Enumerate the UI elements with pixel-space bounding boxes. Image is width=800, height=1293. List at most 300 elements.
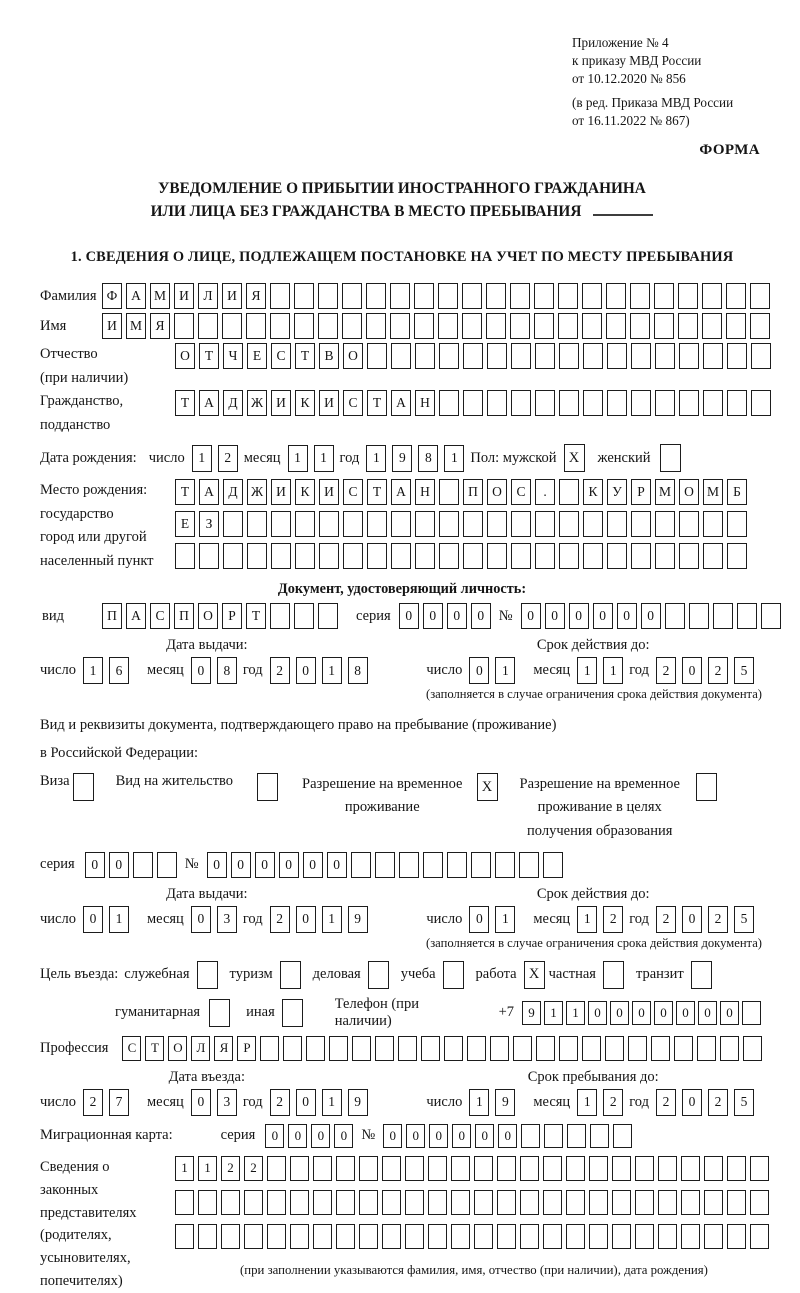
char-cell[interactable] — [665, 603, 685, 629]
char-cell[interactable]: 2 — [708, 1089, 728, 1116]
char-cell[interactable] — [471, 852, 491, 878]
char-cell[interactable]: 1 — [109, 906, 129, 933]
char-cell[interactable] — [382, 1224, 401, 1249]
char-cell[interactable]: 9 — [348, 1089, 368, 1116]
char-cell[interactable] — [463, 511, 483, 537]
char-cell[interactable]: 3 — [217, 906, 237, 933]
char-cell[interactable] — [497, 1156, 516, 1181]
char-cell[interactable]: 0 — [632, 1001, 651, 1025]
char-cell[interactable] — [221, 1190, 240, 1215]
char-cell[interactable] — [583, 390, 603, 416]
char-cell[interactable] — [520, 1224, 539, 1249]
char-cell[interactable] — [428, 1190, 447, 1215]
char-cell[interactable]: 0 — [255, 852, 275, 878]
char-cell[interactable]: 0 — [720, 1001, 739, 1025]
char-cell[interactable] — [319, 511, 339, 537]
char-cell[interactable] — [703, 511, 723, 537]
char-cell[interactable] — [451, 1190, 470, 1215]
char-cell[interactable] — [375, 1036, 394, 1061]
char-cell[interactable]: М — [150, 283, 170, 309]
char-cell[interactable] — [451, 1156, 470, 1181]
char-cell[interactable]: П — [463, 479, 483, 505]
purpose-study-checkbox[interactable] — [443, 961, 464, 989]
char-cell[interactable] — [582, 1036, 601, 1061]
char-cell[interactable]: 7 — [109, 1089, 129, 1116]
char-cell[interactable] — [511, 343, 531, 369]
char-cell[interactable]: И — [319, 479, 339, 505]
char-cell[interactable] — [359, 1190, 378, 1215]
char-cell[interactable]: 9 — [522, 1001, 541, 1025]
char-cell[interactable] — [631, 390, 651, 416]
char-cell[interactable]: 0 — [231, 852, 251, 878]
char-cell[interactable]: Т — [145, 1036, 164, 1061]
char-cell[interactable]: К — [295, 479, 315, 505]
char-cell[interactable]: О — [198, 603, 218, 629]
char-cell[interactable] — [750, 283, 770, 309]
char-cell[interactable]: 0 — [447, 603, 467, 629]
char-cell[interactable] — [635, 1190, 654, 1215]
char-cell[interactable] — [382, 1190, 401, 1215]
char-cell[interactable]: 0 — [265, 1124, 284, 1148]
char-cell[interactable] — [462, 313, 482, 339]
char-cell[interactable] — [439, 343, 459, 369]
char-cell[interactable] — [367, 511, 387, 537]
char-cell[interactable] — [199, 543, 219, 569]
char-cell[interactable]: 2 — [83, 1089, 103, 1116]
char-cell[interactable]: 0 — [311, 1124, 330, 1148]
char-cell[interactable] — [536, 1036, 555, 1061]
char-cell[interactable]: 0 — [423, 603, 443, 629]
char-cell[interactable]: Д — [223, 390, 243, 416]
char-cell[interactable] — [313, 1190, 332, 1215]
char-cell[interactable] — [359, 1224, 378, 1249]
purpose-work-checkbox[interactable]: X — [524, 961, 545, 989]
char-cell[interactable] — [267, 1190, 286, 1215]
char-cell[interactable] — [703, 343, 723, 369]
char-cell[interactable] — [520, 1190, 539, 1215]
char-cell[interactable] — [559, 343, 579, 369]
char-cell[interactable] — [607, 343, 627, 369]
char-cell[interactable] — [487, 543, 507, 569]
char-cell[interactable]: 9 — [392, 445, 412, 472]
char-cell[interactable]: 1 — [577, 657, 597, 684]
char-cell[interactable] — [375, 852, 395, 878]
char-cell[interactable] — [534, 313, 554, 339]
char-cell[interactable] — [750, 1156, 769, 1181]
char-cell[interactable] — [511, 511, 531, 537]
char-cell[interactable] — [543, 1224, 562, 1249]
char-cell[interactable] — [558, 313, 578, 339]
char-cell[interactable] — [589, 1156, 608, 1181]
char-cell[interactable] — [727, 343, 747, 369]
char-cell[interactable] — [606, 313, 626, 339]
char-cell[interactable] — [391, 511, 411, 537]
char-cell[interactable] — [630, 313, 650, 339]
char-cell[interactable] — [428, 1224, 447, 1249]
char-cell[interactable] — [635, 1224, 654, 1249]
char-cell[interactable]: Я — [214, 1036, 233, 1061]
char-cell[interactable]: 2 — [603, 1089, 623, 1116]
char-cell[interactable] — [487, 511, 507, 537]
char-cell[interactable] — [423, 852, 443, 878]
char-cell[interactable]: 0 — [475, 1124, 494, 1148]
char-cell[interactable]: Ж — [247, 390, 267, 416]
char-cell[interactable] — [742, 1001, 761, 1025]
char-cell[interactable] — [391, 543, 411, 569]
char-cell[interactable]: 0 — [469, 906, 489, 933]
char-cell[interactable] — [566, 1224, 585, 1249]
char-cell[interactable]: А — [199, 390, 219, 416]
char-cell[interactable] — [467, 1036, 486, 1061]
char-cell[interactable] — [246, 313, 266, 339]
char-cell[interactable] — [267, 1156, 286, 1181]
char-cell[interactable] — [535, 390, 555, 416]
char-cell[interactable] — [444, 1036, 463, 1061]
char-cell[interactable] — [318, 283, 338, 309]
char-cell[interactable] — [439, 390, 459, 416]
char-cell[interactable]: 2 — [218, 445, 238, 472]
char-cell[interactable]: А — [391, 479, 411, 505]
char-cell[interactable]: Ф — [102, 283, 122, 309]
char-cell[interactable] — [543, 852, 563, 878]
char-cell[interactable] — [336, 1224, 355, 1249]
char-cell[interactable] — [271, 511, 291, 537]
char-cell[interactable] — [267, 1224, 286, 1249]
char-cell[interactable]: И — [271, 479, 291, 505]
char-cell[interactable]: 1 — [544, 1001, 563, 1025]
char-cell[interactable]: 0 — [109, 852, 129, 878]
char-cell[interactable] — [751, 390, 771, 416]
char-cell[interactable] — [727, 511, 747, 537]
char-cell[interactable]: 1 — [469, 1089, 489, 1116]
char-cell[interactable]: 0 — [682, 906, 702, 933]
purpose-other-checkbox[interactable] — [282, 999, 303, 1027]
char-cell[interactable] — [398, 1036, 417, 1061]
char-cell[interactable]: Я — [150, 313, 170, 339]
char-cell[interactable] — [631, 511, 651, 537]
char-cell[interactable]: 1 — [577, 1089, 597, 1116]
char-cell[interactable] — [559, 511, 579, 537]
char-cell[interactable] — [726, 283, 746, 309]
char-cell[interactable] — [582, 283, 602, 309]
char-cell[interactable]: 0 — [682, 1089, 702, 1116]
char-cell[interactable]: Т — [367, 390, 387, 416]
char-cell[interactable]: 8 — [348, 657, 368, 684]
char-cell[interactable]: 0 — [471, 603, 491, 629]
char-cell[interactable] — [486, 283, 506, 309]
char-cell[interactable]: 2 — [270, 1089, 290, 1116]
char-cell[interactable] — [703, 543, 723, 569]
char-cell[interactable]: . — [535, 479, 555, 505]
char-cell[interactable] — [559, 1036, 578, 1061]
char-cell[interactable]: 0 — [334, 1124, 353, 1148]
char-cell[interactable] — [737, 603, 757, 629]
char-cell[interactable] — [511, 390, 531, 416]
char-cell[interactable] — [727, 1156, 746, 1181]
char-cell[interactable]: 5 — [734, 657, 754, 684]
char-cell[interactable] — [679, 343, 699, 369]
char-cell[interactable] — [589, 1224, 608, 1249]
char-cell[interactable]: Е — [175, 511, 195, 537]
char-cell[interactable] — [294, 603, 314, 629]
char-cell[interactable] — [198, 1224, 217, 1249]
char-cell[interactable] — [451, 1224, 470, 1249]
char-cell[interactable] — [727, 390, 747, 416]
char-cell[interactable]: Е — [247, 343, 267, 369]
char-cell[interactable] — [474, 1156, 493, 1181]
char-cell[interactable] — [414, 283, 434, 309]
char-cell[interactable] — [750, 1190, 769, 1215]
char-cell[interactable] — [329, 1036, 348, 1061]
char-cell[interactable]: 1 — [495, 657, 515, 684]
char-cell[interactable] — [658, 1224, 677, 1249]
char-cell[interactable] — [606, 283, 626, 309]
char-cell[interactable]: 0 — [406, 1124, 425, 1148]
char-cell[interactable] — [658, 1156, 677, 1181]
char-cell[interactable] — [582, 313, 602, 339]
char-cell[interactable] — [270, 603, 290, 629]
char-cell[interactable] — [519, 852, 539, 878]
char-cell[interactable]: 9 — [348, 906, 368, 933]
char-cell[interactable]: 0 — [296, 657, 316, 684]
purpose-private-checkbox[interactable] — [603, 961, 624, 989]
char-cell[interactable]: Р — [237, 1036, 256, 1061]
char-cell[interactable]: А — [126, 283, 146, 309]
char-cell[interactable]: 1 — [192, 445, 212, 472]
char-cell[interactable] — [497, 1224, 516, 1249]
char-cell[interactable] — [221, 1224, 240, 1249]
char-cell[interactable]: М — [655, 479, 675, 505]
char-cell[interactable]: И — [222, 283, 242, 309]
char-cell[interactable] — [697, 1036, 716, 1061]
char-cell[interactable]: 1 — [83, 657, 103, 684]
char-cell[interactable] — [223, 543, 243, 569]
char-cell[interactable]: П — [102, 603, 122, 629]
char-cell[interactable]: 1 — [198, 1156, 217, 1181]
char-cell[interactable] — [463, 543, 483, 569]
char-cell[interactable] — [631, 543, 651, 569]
char-cell[interactable] — [544, 1124, 563, 1148]
char-cell[interactable]: 1 — [366, 445, 386, 472]
char-cell[interactable] — [727, 1224, 746, 1249]
char-cell[interactable]: Н — [415, 390, 435, 416]
char-cell[interactable]: 9 — [495, 1089, 515, 1116]
char-cell[interactable] — [628, 1036, 647, 1061]
char-cell[interactable] — [674, 1036, 693, 1061]
char-cell[interactable] — [704, 1156, 723, 1181]
char-cell[interactable] — [510, 313, 530, 339]
char-cell[interactable]: 0 — [676, 1001, 695, 1025]
char-cell[interactable]: 0 — [207, 852, 227, 878]
char-cell[interactable]: 0 — [399, 603, 419, 629]
char-cell[interactable] — [359, 1156, 378, 1181]
purpose-business-checkbox[interactable] — [368, 961, 389, 989]
char-cell[interactable]: У — [607, 479, 627, 505]
char-cell[interactable] — [511, 543, 531, 569]
char-cell[interactable] — [175, 543, 195, 569]
char-cell[interactable]: Л — [191, 1036, 210, 1061]
char-cell[interactable]: 0 — [545, 603, 565, 629]
char-cell[interactable]: 2 — [221, 1156, 240, 1181]
char-cell[interactable] — [290, 1156, 309, 1181]
char-cell[interactable] — [439, 479, 459, 505]
char-cell[interactable] — [270, 283, 290, 309]
char-cell[interactable] — [607, 390, 627, 416]
char-cell[interactable] — [543, 1190, 562, 1215]
char-cell[interactable] — [247, 511, 267, 537]
purpose-tourism-checkbox[interactable] — [280, 961, 301, 989]
char-cell[interactable] — [678, 313, 698, 339]
char-cell[interactable] — [613, 1124, 632, 1148]
char-cell[interactable] — [704, 1224, 723, 1249]
char-cell[interactable] — [743, 1036, 762, 1061]
char-cell[interactable]: 5 — [734, 906, 754, 933]
char-cell[interactable] — [521, 1124, 540, 1148]
char-cell[interactable]: 1 — [603, 657, 623, 684]
char-cell[interactable] — [612, 1224, 631, 1249]
char-cell[interactable]: О — [168, 1036, 187, 1061]
char-cell[interactable]: 1 — [175, 1156, 194, 1181]
char-cell[interactable]: И — [271, 390, 291, 416]
male-checkbox[interactable]: X — [564, 444, 585, 472]
char-cell[interactable] — [651, 1036, 670, 1061]
char-cell[interactable]: Т — [199, 343, 219, 369]
char-cell[interactable]: С — [271, 343, 291, 369]
char-cell[interactable] — [463, 343, 483, 369]
char-cell[interactable] — [270, 313, 290, 339]
char-cell[interactable]: 0 — [698, 1001, 717, 1025]
char-cell[interactable] — [390, 313, 410, 339]
char-cell[interactable] — [405, 1224, 424, 1249]
char-cell[interactable] — [438, 313, 458, 339]
char-cell[interactable]: 1 — [566, 1001, 585, 1025]
char-cell[interactable] — [351, 852, 371, 878]
char-cell[interactable] — [405, 1190, 424, 1215]
char-cell[interactable] — [439, 543, 459, 569]
char-cell[interactable] — [390, 283, 410, 309]
char-cell[interactable] — [366, 283, 386, 309]
char-cell[interactable] — [271, 543, 291, 569]
char-cell[interactable] — [720, 1036, 739, 1061]
char-cell[interactable] — [689, 603, 709, 629]
char-cell[interactable] — [713, 603, 733, 629]
char-cell[interactable]: 0 — [83, 906, 103, 933]
char-cell[interactable] — [605, 1036, 624, 1061]
char-cell[interactable] — [607, 543, 627, 569]
char-cell[interactable] — [295, 511, 315, 537]
char-cell[interactable]: 1 — [322, 906, 342, 933]
char-cell[interactable] — [513, 1036, 532, 1061]
char-cell[interactable] — [367, 343, 387, 369]
char-cell[interactable]: К — [295, 390, 315, 416]
char-cell[interactable] — [761, 603, 781, 629]
char-cell[interactable]: С — [343, 390, 363, 416]
char-cell[interactable]: Ж — [247, 479, 267, 505]
char-cell[interactable] — [658, 1190, 677, 1215]
female-checkbox[interactable] — [660, 444, 681, 472]
char-cell[interactable]: 0 — [429, 1124, 448, 1148]
char-cell[interactable] — [313, 1156, 332, 1181]
char-cell[interactable] — [655, 343, 675, 369]
char-cell[interactable]: 1 — [288, 445, 308, 472]
char-cell[interactable]: 0 — [610, 1001, 629, 1025]
char-cell[interactable]: 0 — [327, 852, 347, 878]
char-cell[interactable] — [630, 283, 650, 309]
char-cell[interactable] — [382, 1156, 401, 1181]
char-cell[interactable] — [463, 390, 483, 416]
char-cell[interactable] — [295, 543, 315, 569]
char-cell[interactable] — [247, 543, 267, 569]
char-cell[interactable]: 0 — [288, 1124, 307, 1148]
char-cell[interactable] — [535, 511, 555, 537]
char-cell[interactable]: 1 — [322, 1089, 342, 1116]
char-cell[interactable]: К — [583, 479, 603, 505]
char-cell[interactable] — [631, 343, 651, 369]
char-cell[interactable] — [244, 1190, 263, 1215]
char-cell[interactable]: З — [199, 511, 219, 537]
purpose-official-checkbox[interactable] — [197, 961, 218, 989]
char-cell[interactable] — [726, 313, 746, 339]
char-cell[interactable]: О — [679, 479, 699, 505]
residence-permit-checkbox[interactable] — [257, 773, 278, 801]
char-cell[interactable] — [175, 1190, 194, 1215]
char-cell[interactable]: 0 — [191, 657, 211, 684]
char-cell[interactable]: И — [319, 390, 339, 416]
char-cell[interactable] — [438, 283, 458, 309]
char-cell[interactable] — [681, 1156, 700, 1181]
char-cell[interactable] — [497, 1190, 516, 1215]
char-cell[interactable]: 5 — [734, 1089, 754, 1116]
char-cell[interactable]: Т — [295, 343, 315, 369]
char-cell[interactable]: 0 — [469, 657, 489, 684]
char-cell[interactable] — [405, 1156, 424, 1181]
char-cell[interactable] — [678, 283, 698, 309]
char-cell[interactable] — [535, 543, 555, 569]
char-cell[interactable] — [681, 1224, 700, 1249]
char-cell[interactable] — [133, 852, 153, 878]
char-cell[interactable] — [439, 511, 459, 537]
char-cell[interactable] — [222, 313, 242, 339]
char-cell[interactable]: 6 — [109, 657, 129, 684]
char-cell[interactable] — [567, 1124, 586, 1148]
char-cell[interactable] — [342, 313, 362, 339]
char-cell[interactable] — [318, 603, 338, 629]
char-cell[interactable]: Т — [246, 603, 266, 629]
char-cell[interactable]: 2 — [603, 906, 623, 933]
char-cell[interactable]: 2 — [708, 657, 728, 684]
char-cell[interactable] — [313, 1224, 332, 1249]
char-cell[interactable] — [681, 1190, 700, 1215]
char-cell[interactable] — [566, 1190, 585, 1215]
char-cell[interactable] — [589, 1190, 608, 1215]
char-cell[interactable] — [635, 1156, 654, 1181]
char-cell[interactable]: 0 — [303, 852, 323, 878]
char-cell[interactable] — [655, 543, 675, 569]
char-cell[interactable]: Я — [246, 283, 266, 309]
char-cell[interactable] — [559, 390, 579, 416]
char-cell[interactable]: 0 — [85, 852, 105, 878]
char-cell[interactable] — [343, 543, 363, 569]
char-cell[interactable]: Р — [631, 479, 651, 505]
char-cell[interactable]: 0 — [296, 1089, 316, 1116]
char-cell[interactable] — [198, 1190, 217, 1215]
char-cell[interactable]: 2 — [656, 906, 676, 933]
temp-permit-checkbox[interactable]: X — [477, 773, 498, 801]
char-cell[interactable] — [534, 283, 554, 309]
purpose-humanitarian-checkbox[interactable] — [209, 999, 230, 1027]
char-cell[interactable] — [750, 313, 770, 339]
char-cell[interactable]: Б — [727, 479, 747, 505]
